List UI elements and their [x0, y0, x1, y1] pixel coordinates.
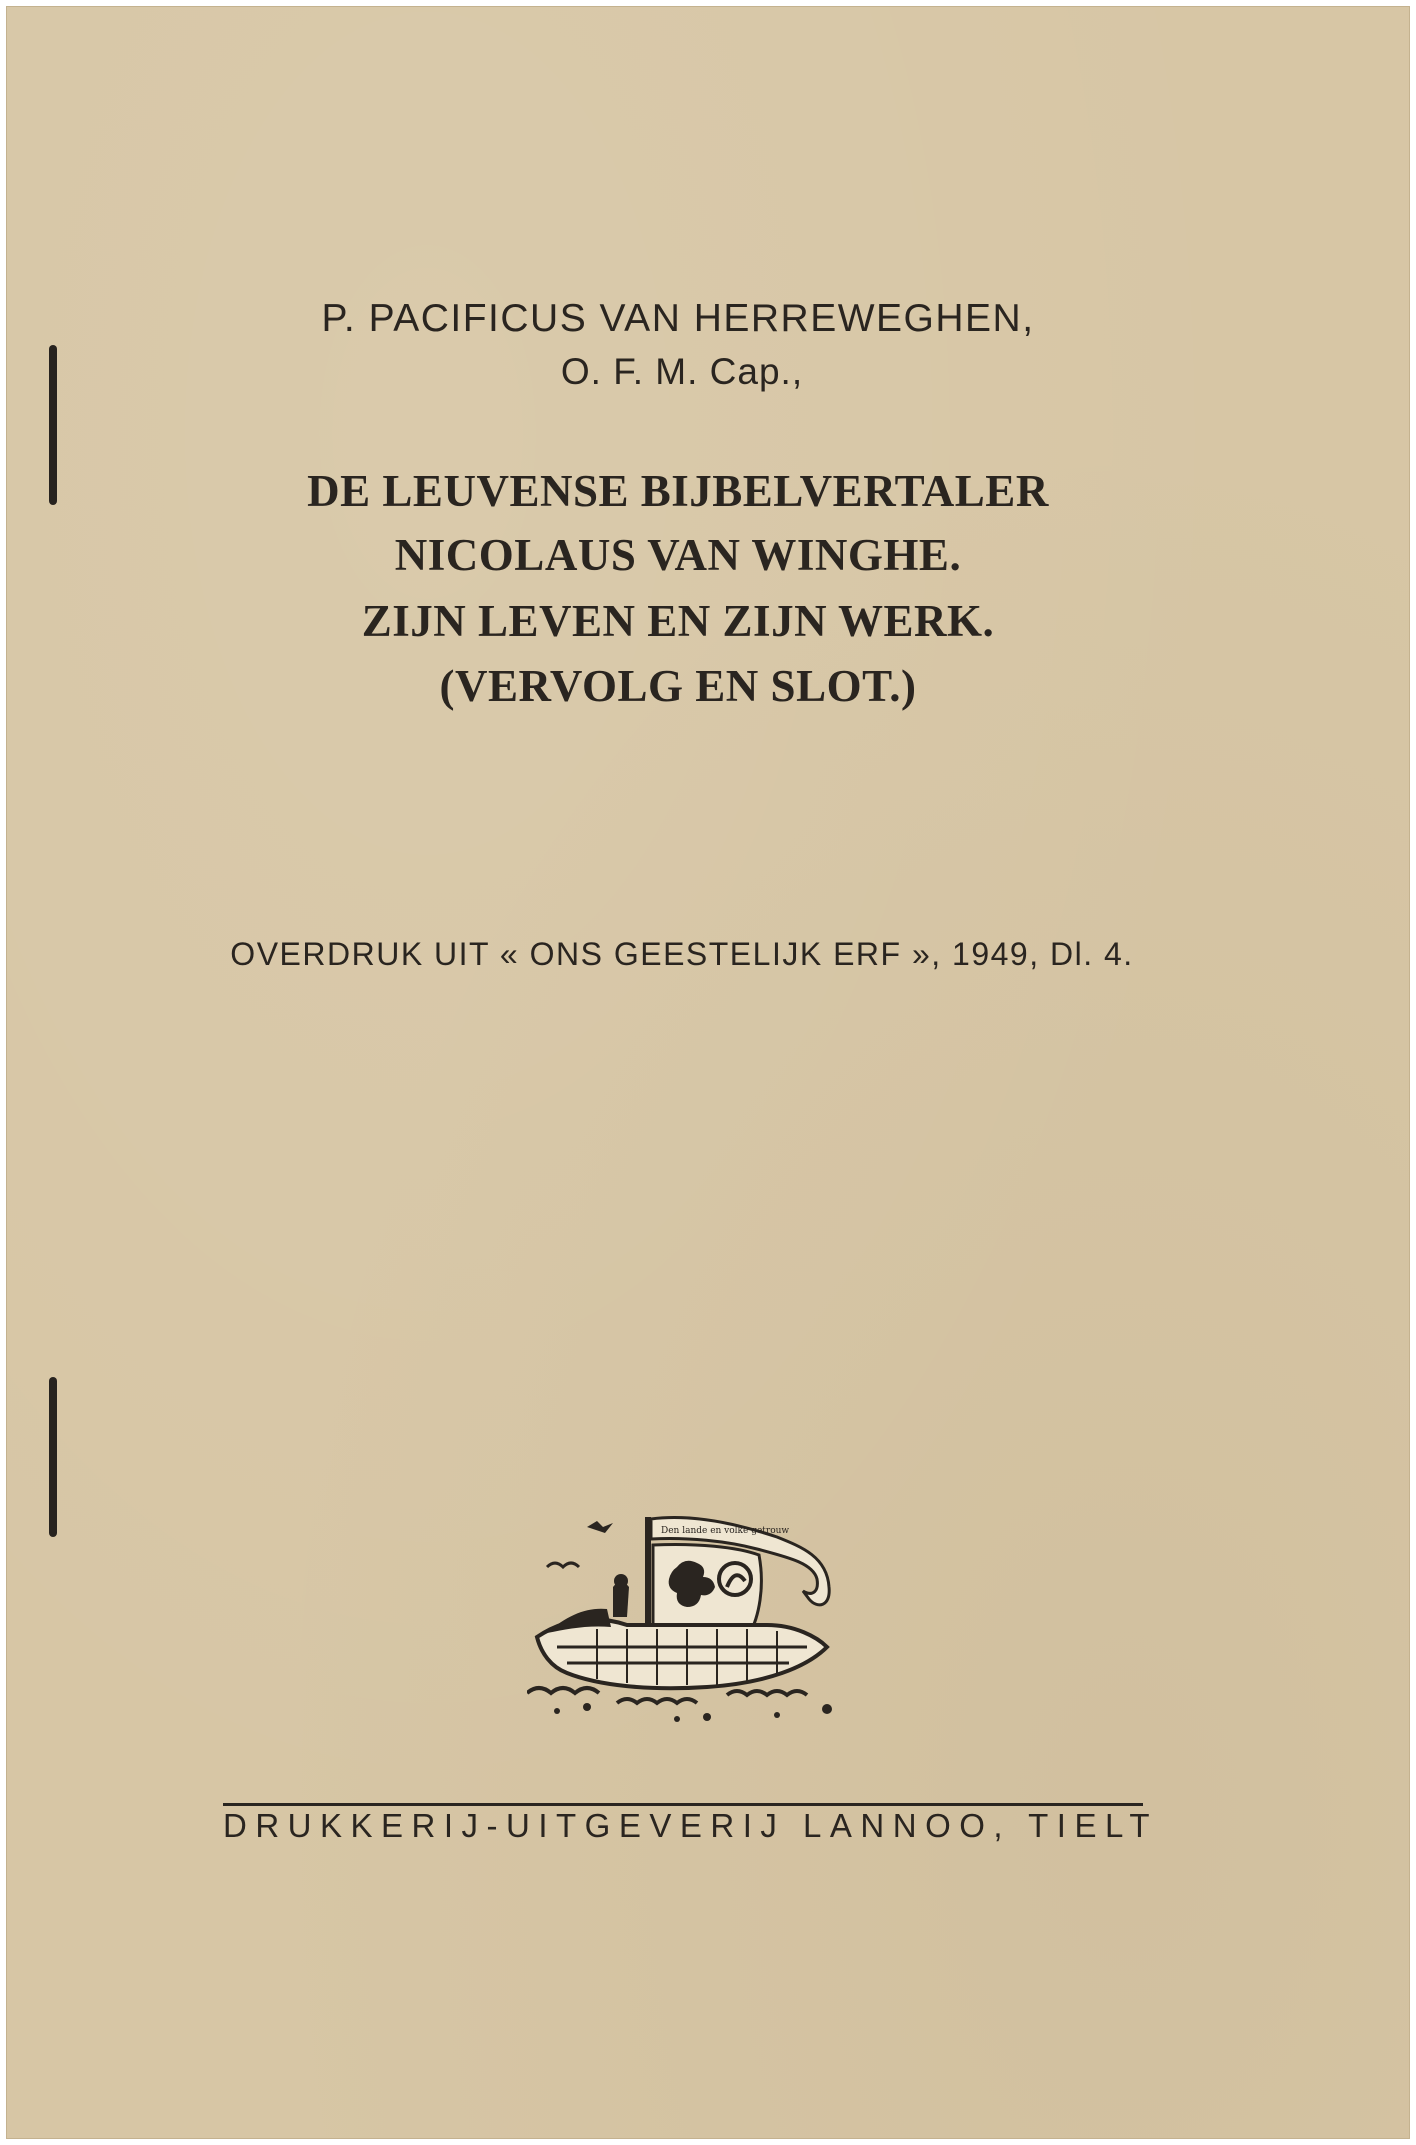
title-line-2: NICOLAUS VAN WINGHE.	[394, 530, 962, 580]
offprint-source: OVERDRUK UIT « ONS GEESTELIJK ERF », 1949, Dl. 4.	[230, 936, 1134, 972]
title-line-1: DE LEUVENSE BIJBELVERTALER	[307, 466, 1049, 516]
emblem-banner-text: Den lande en volke getrouw	[661, 1526, 790, 1536]
author-name: P. PACIFICUS VAN HERREWEGHEN,	[321, 297, 1035, 340]
booklet-cover	[6, 6, 1410, 2139]
publisher-name: DRUKKERIJ-UITGEVERIJ LANNOO, TIELT	[223, 1807, 1159, 1844]
ship-emblem-icon	[527, 1497, 847, 1727]
title-line-3: ZIJN LEVEN EN ZIJN WERK.	[361, 596, 995, 646]
publisher-rule	[223, 1803, 1143, 1806]
staple-bottom	[49, 1377, 57, 1537]
author-order: O. F. M. Cap.,	[560, 351, 804, 392]
title-line-4: (VERVOLG EN SLOT.)	[439, 661, 917, 711]
